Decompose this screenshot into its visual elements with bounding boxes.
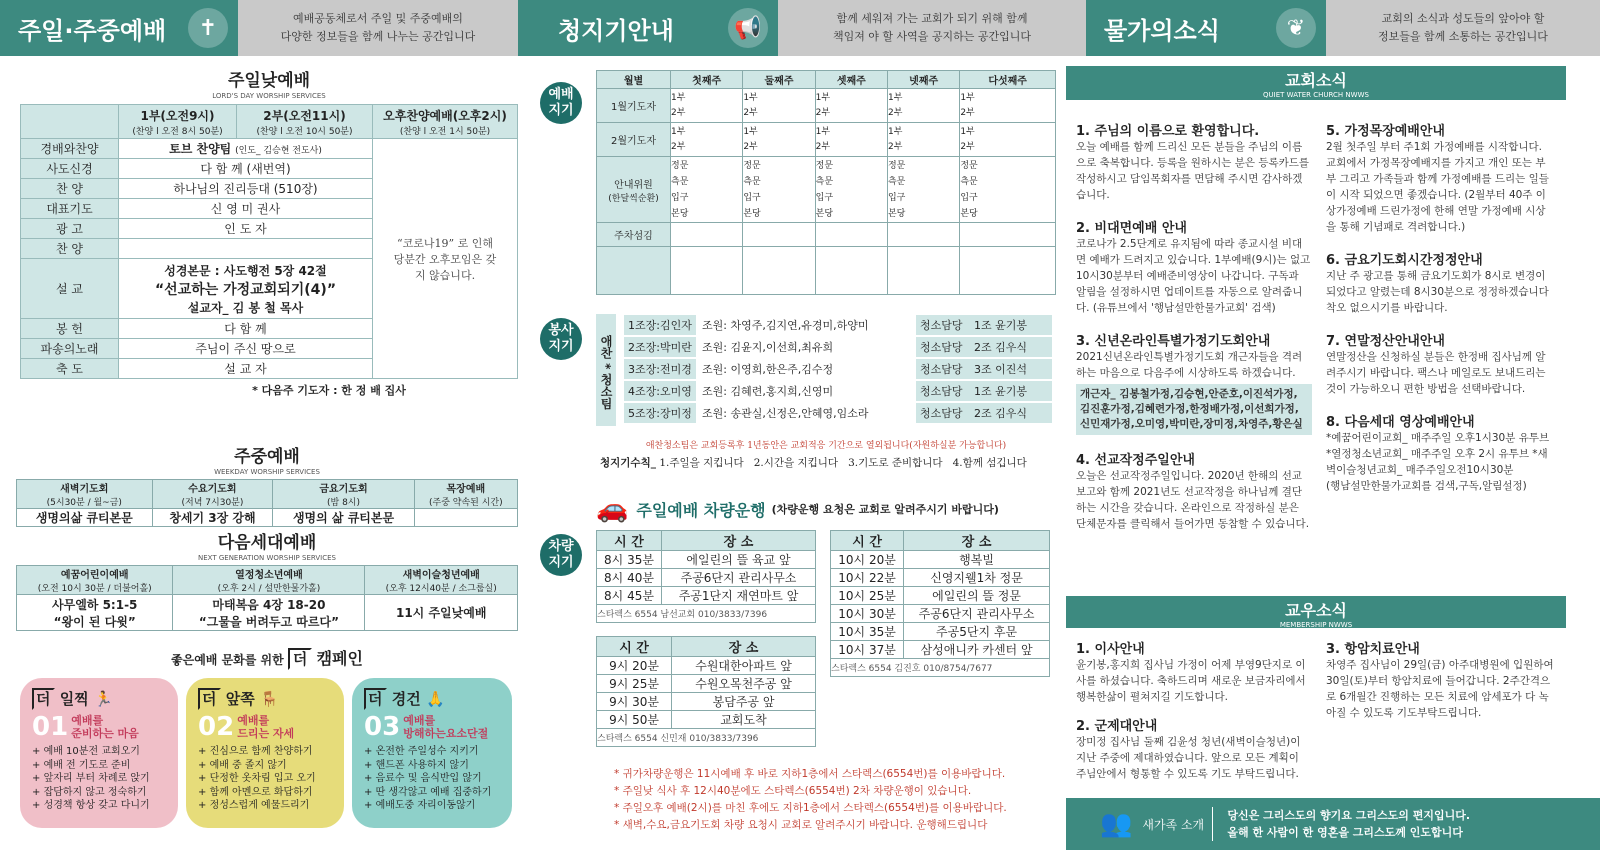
people-icon: 👥 [1100,809,1133,839]
covid-note: “코로나19” 로 인해 당분간 오후모임은 갖지 않습니다. [373,139,518,379]
cleaning-team-label: 애찬 * 청소팀 [596,314,616,426]
running-icon: 🏃 [93,690,113,708]
campaign-card-3: 더 경건 🙏 03 예배를 방해하는요소단절 + 온전한 주일성수 지키기 + 핸드폰 사용하지 않기 + 음료수 및 음식반입 않기 + 딴 생각않고 예배 집중하기 + 예배도중 자리이동않기 [352,678,512,828]
prayer-duty-table: 월별 첫째주 둘째주 셋째주 넷째주 다섯째주 1월기도자 1부 2부 1부 2부 1부 2부 1부 2부 1부 2부 2월기도자 1부 2부 1부 2부 1부 2부 1부 2부 1부 2부 안내위원 (한달씩순환) 정문 측문 입구 본당 정문 측문 입구 본당 정문 측문 입구 본당 정문 측문 입구 본당 정문 측문 입구 본당 주차섬김 [596,70,1056,295]
footer-banner: 👥 새가족 소개 당신은 그리스도의 향기요 그리스도의 편지입니다. 올해 한 사람이 한 영혼을 그리스도께 인도합니다 [1066,798,1600,850]
header-section-news: 물가의소식 ❦ 교회의 소식과 성도들의 앞아야 할 정보들을 함께 소통하는 공간입니다 [1086,0,1600,56]
car-notes: * 귀가차량운행은 11시예배 후 바로 지하1층에서 스타렉스(6554번)를 이용바랍니다. * 주일낮 식사 후 12시40분에도 스타렉스(6554번) 2차 차량운행이 있습니다. * 주일오후 예배(2시)를 마친 후에도 지하1층에서 스타렉스(6554번)를 이용바랍니다. * 새벽,수요,금요기도회 차량 요청시 교회로 알려주시기 바랍니다. 운행해드립니다 [614,768,1007,831]
weekday-worship: 주중예배 WEEKDAY WORSHIP SERVICES 새벽기도회 (5시30분 / 월~금) 수요기도회 (저녁 7시30분) 금요기도회 (밤 8시) 목장예배 (주중 약속된 시간) 생명의삶 큐티본문 창세기 3장 강해 생명의 삶 큐티본문 [16,442,518,527]
weekday-table: 새벽기도회 (5시30분 / 월~금) 수요기도회 (저녁 7시30분) 금요기도회 (밤 8시) 목장예배 (주중 약속된 시간) 생명의삶 큐티본문 창세기 3장 강해 생명의 삶 큐티본문 [16,479,518,527]
label-worship-steward: 예배 지기 [540,82,582,124]
sunday-order-table: 1부(오전9시) (찬양 l 오전 8시 50분) 2부(오전11시) (찬양 l 오전 10시 50분) 오후찬양예배(오후2시) (찬양 l 오전 1시 50분) 경배와찬양 토브 찬양팀 (인도_ 김승현 전도사) “코로나19” 로 인해 당분간 오후모임은 갖지 않습니다. 사도신경 다 함 께 (새번역) 찬 양 하나님의 진리등대 (510장) 대표기도 신 영 미 권사 광 고 인 도 자 찬 양 설 교 성경본문 : 사도행전 5장 42절 “선교하는 가정교회되기(4)” 설교자_ 김 봉 철 목사 봉 헌 다 함 께 파송의노래 주님이 주신 땅으로 축 도 설 교 자 [20,104,518,379]
label-car: 차량 지기 [540,534,582,576]
hand-plant-icon: ❦ [1276,8,1316,48]
car-table-1: 시 간 장 소 8시 35분 에일린의 뜰 육교 앞 8시 40분 주공6단지 관리사무소 8시 45분 주공1단지 재연마트 앞 스타렉스 6554 남선교회 010/3833/7396 [596,530,816,623]
campaign-card-1: 더 일찍 🏃 01 예배를 준비하는 마음 + 예배 10분전 교회오기 + 예배 전 기도로 준비 + 앞자리 부터 차례로 앉기 + 잡담하지 않고 정숙하기 + 성경책 항상 갖고 다니기 [20,678,178,828]
car-icon: 🚗 [596,494,629,524]
section-title: 주일·주중예배 ✝ [0,0,238,56]
nextgen-worship: 다음세대예배 NEXT GENERATION WORSHIP SERVICES 예꿈어린이예배 (오전 10시 30분 / 더불어홀) 열정청소년예배 (오후 2시 / 설만한물가홀) 새벽이슬청년예배 (오후 12시40분 / 소그룹실) 사무엘하 5:1-5 “왕이 된 다윗” 마태복음 4장 18-20 “그물을 버려두고 따르다” 11시 주일낮예배 [16,528,518,631]
news-right: 5. 가정목장예배안내 2월 첫주일 부터 주1회 가정예배를 시작합니다. 교회에서 가정목장예배지를 가지고 개인 또는 부부 그리고 가족들과 함께 가정예배를 드리는 일들이 시작 되었으면 좋겠습니다. (2월부터 40주 이상가정예배 드린가정에 한해 연말 가정예배 시상을 통해 기념패로 격려합니다.) 6. 금요기도회시간정정안내 지난 주 광고를 통해 금요기도회가 8시로 변경이 되었다고 알렸는데 8시30분으로 정정하겠습니다 착오 없으시기를 바랍니다. 7. 연말정산안내안내 연말정산을 신청하실 분들은 한정배 집사님께 알려주시기 바랍니다. 팩스나 메일로도 보내드리는 것이 가능하오니 편한 방법을 선택바랍니다. 8. 다음세대 영상예배안내 *예꿈어린이교회_ 매주주일 오후1시30분 유투브 *열정청소년교회_ 매주주일 오후 2시 유투브 *새벽이슬청년교회_ 매주주일오전10시30분 (행남설만한물가교회를 검색,구독,알림설정) [1326,124,1550,492]
header-section-worship: 주일·주중예배 ✝ 예배공동체로서 주일 및 주중예배의 다양한 정보들을 함께 나누는 공간입니다 [0,0,518,56]
member-left: 1. 이사안내 윤기봉,홍지희 집사님 가정이 어제 부영9단지로 이사를 하셨습니다. 축하드리며 새로운 보금자리에서 행복한삶이 펼쳐지길 기도합니다. 2. 군제대안내 장미정 집사님 둘째 김윤성 청년(새벽이슬청년)이 지난 주중에 제대하였습니다. 앞으로 모든 계획이 주님안에서 형통할 수 있도록 기도 부탁드립니다. [1076,642,1306,780]
header-section-steward: 청지기안내 📢 함께 세워져 가는 교회가 되기 위해 함께 책임져 야 할 사역을 공지하는 공간입니다 [518,0,1086,56]
steward-motto: 청지기수칙_ 1.주일을 지킵니다 2.시간을 지킵니다 3.기도로 준비합니다 4.함께 섬깁니다 [600,457,1027,469]
label-service: 봉사 지기 [540,318,582,360]
car-table-2: 시 간 장 소 9시 20분 수원대한아파트 앞 9시 25분 수원오목천주공 앞 9시 30분 봉담주공 앞 9시 50분 교회도착 스타렉스 6554 신민재 010/3833/7396 [596,636,816,747]
megaphone-icon: 📢 [728,8,768,48]
bible-icon: ✝ [188,8,228,48]
member-news-bar: 교우소식 MEMBERSHIP NWWS [1066,596,1566,628]
cleaning-groups: 1조장:김인자 조원: 차영주,김지연,유경미,하양미 청소담당 1조 윤기봉 2조장:박미란 조원: 김윤지,이선희,최유희 청소담당 2조 김우식 3조장:전미경 조원: 이영희,한은주,김수정 청소담당 3조 이진석 4조장:오미영 조원: 김혜련,홍지희,신영미 청소담당 1조 윤기봉 5조장:장미정 조원: 송관실,신정은,안혜영,임소라 청소담당 2조 김우식 [624,314,1052,424]
section-title: 청지기안내 📢 [518,0,778,56]
car-title: 🚗 주일예배 차량운행 (차량운행 요청은 교회로 알려주시기 바랍니다) [596,494,999,524]
nextgen-table: 예꿈어린이예배 (오전 10시 30분 / 더불어홀) 열정청소년예배 (오후 2시 / 설만한물가홀) 새벽이슬청년예배 (오후 12시40분 / 소그룹실) 사무엘하 5:1-5 “왕이 된 다윗” 마태복음 4장 18-20 “그물을 버려두고 따르다” 11시 주일낮예배 [16,565,518,631]
campaign-card-2: 더 앞쪽 🪑 02 예배를 드리는 자세 + 진심으로 함께 찬양하기 + 예배 중 졸지 않기 + 단정한 옷차림 입고 오기 + 함께 아멘으로 화답하기 + 정성스럽게 예물드리기 [186,678,344,828]
church-news-bar: 교회소식 QUIET WATER CHURCH NWWS [1066,66,1566,100]
sitting-icon: 🪑 [259,690,279,708]
section-title: 물가의소식 ❦ [1086,0,1326,56]
sunday-worship: 주일낮예배 LORD'S DAY WORSHIP SERVICES 1부(오전9시) (찬양 l 오전 8시 50분) 2부(오전11시) (찬양 l 오전 10시 50분) 오후찬양예배(오후2시) (찬양 l 오전 1시 50분) 경배와찬양 토브 찬양팀 (인도_ 김승현 전도사) “코로나19” 로 인해 당분간 오후모임은 갖지 않습니다. 사도신경 다 함 께 (새번역) 찬 양 하나님의 진리등대 (510장) 대표기도 신 영 미 권사 광 고 인 도 자 찬 양 설 교 성경본문 : 사도행전 5장 42절 “선교하는 가정교회되기(4)” 설교자_ 김 봉 철 목사 봉 헌 다 함 께 파송의노래 주님이 주신 땅으로 축 도 설 교 자 * 다음주 기도자 : 한 정 배 집사 [20,66,518,398]
member-right: 3. 항암치료안내 차영주 집사님이 29일(금) 아주대병원에 입원하여 30일(토)부터 항암치료에 들어갑니다. 2주간격으로 6개월간 진행하는 모든 치료에 암세포가 다 녹아질 수 있도록 기도부탁드립니다. [1326,642,1554,719]
campaign-title: 좋은예배 문화를 위한 더 캠페인 [171,649,363,668]
car-table-3: 시 간 장 소 10시 20분 행복빌 10시 22분 신영지웰1차 정문 10시 25분 에일린의 뜰 정문 10시 30분 주공6단지 관리사무소 10시 35분 주공5단지 후문 10시 37분 삼성애니카 카센터 앞 스타렉스 6554 김진호 010/8754/7677 [830,530,1050,677]
news-left: 1. 주님의 이름으로 환영합니다. 오늘 예배를 함께 드리신 모든 분들을 주님의 이름으로 축복합니다. 등록을 원하시는 분은 등록카드를 작성하시고 담임목회자를 면담해 주시면 감사하겠습니다. 2. 비대면예배 안내 코로나가 2.5단계로 유지됨에 따라 종교시설 비대면 예배가 드려지고 있습니다. 1부예배(9시)는 없고 10시30분부터 예배준비영상이 나갑니다. 구독과 알림을 설정하시면 업데이트를 자동으로 알려줍니다. (유튜브에서 '행남설만한물가교회' 검색) 3. 신년온라인특별가정기도회안내 2021신년온라인특별가정기도회 개근자들을 격려하는 마음으로 다음주에 시상하도록 하겠습니다. 개근자_ 김봉철가정,김승현,안준호,이진석가정, 김진훈가정,김혜련가정,한정배가정,이선희가정, 신민재가정,오미영,박미란,장미정,차영주,황은실 4. 선교작정주일안내 오늘은 선교작정주일입니다. 2020년 한해의 선교보고와 함께 2021년도 선교작정을 하나님께 결단하는 시간을 갖습니다. 온라인으로 작정하실 분은 단체문자를 클릭해서 들어가면 동참할 수 있습니다. [1076,124,1311,530]
praying-icon: 🙏 [425,690,445,708]
